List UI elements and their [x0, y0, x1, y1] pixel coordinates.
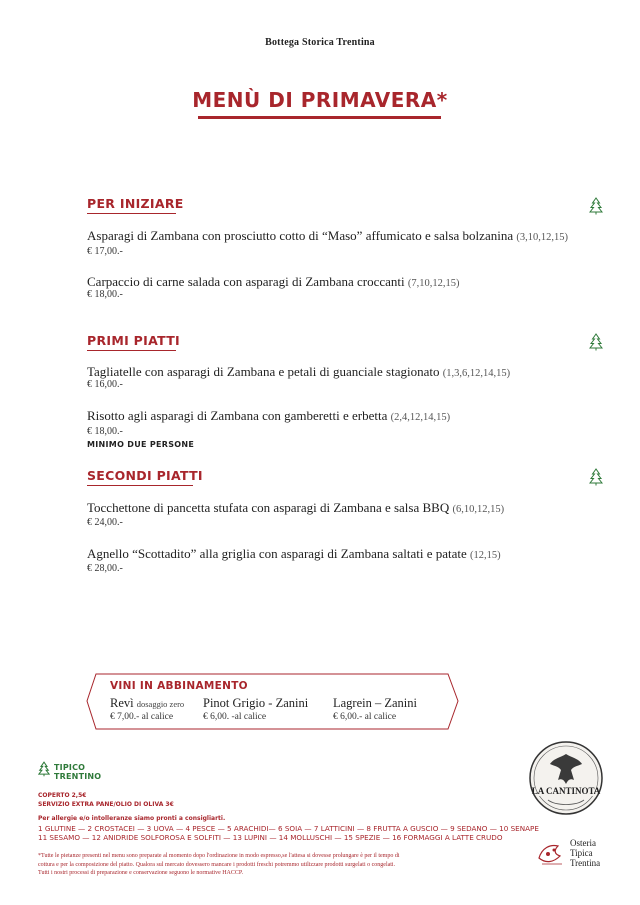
dish-allergens: (12,15) [470, 550, 501, 561]
dish-allergens: (1,3,6,12,14,15) [442, 368, 511, 379]
dish-allergens: (3,10,12,15) [516, 232, 568, 243]
section-underline [87, 350, 176, 351]
wine-price: € 6,00. -al calice [203, 712, 267, 722]
section-title-primi-piatti: PRIMI PIATTI [87, 333, 180, 348]
dish-price: € 28,00.- [87, 563, 123, 574]
wine-price: € 7,00.- al calice [110, 712, 174, 722]
wine-price: € 6,00.- al calice [333, 712, 397, 722]
allergy-intro: Per allergie e/o intolleranze siamo pronti a consigliarti. [38, 815, 226, 822]
dish-allergens: (6,10,12,15) [452, 504, 505, 515]
wine-section-title: VINI IN ABBINAMENTO [110, 680, 248, 692]
page-title: MENÙ DI PRIMAVERA* [192, 88, 448, 112]
wine-name: Lagrein – Zanini [333, 696, 417, 710]
section-underline [87, 213, 176, 214]
tree-icon [589, 333, 603, 351]
tree-icon [589, 197, 603, 215]
section-underline [87, 485, 193, 486]
dish-name: Tagliatelle con asparagi di Zambana e petali di guanciale stagionato (1,3,6,12,14,15) [87, 364, 511, 379]
osteria-logo-text: Osteria Tipica Trentina [570, 838, 601, 868]
wine-name: Pinot Grigio - Zanini [203, 696, 309, 710]
dish-note: MINIMO DUE PERSONE [87, 440, 195, 449]
dish-name: Agnello “Scottadito” alla griglia con asparagi di Zambana saltati e patate (12,15) [87, 546, 501, 561]
dish-price: € 18,00.- [87, 289, 123, 300]
dish-allergens: (7,10,12,15) [407, 278, 460, 289]
brand-name: Bottega Storica Trentina [265, 37, 375, 48]
coperto-text: COPERTO 2,5€ [38, 792, 87, 799]
dish-price: € 18,00.- [87, 426, 123, 437]
tipico-trentino-logo: TIPICO TRENTINO [54, 763, 102, 781]
dish-name: Risotto agli asparagi di Zambana con gamberetti e erbetta (2,4,12,14,15) [87, 408, 451, 423]
dish-allergens: (2,4,12,14,15) [390, 412, 451, 423]
dish-name: Carpaccio di carne salada con asparagi di Zambana croccanti (7,10,12,15) [87, 274, 460, 289]
title-underline [198, 116, 441, 119]
osteria-logo [536, 838, 566, 868]
dish-name: Tocchettone di pancetta stufata con asparagi di Zambana e salsa BBQ (6,10,12,15) [87, 500, 505, 515]
servizio-text: SERVIZIO EXTRA PANE/OLIO DI OLIVA 3€ [38, 801, 174, 808]
tree-icon [38, 761, 50, 777]
dish-price: € 16,00.- [87, 379, 123, 390]
allergen-legend: 11 SESAMO — 12 ANIDRIDE SOLFOROSA E SOLFITI — 13 LUPINI — 14 MOLLUSCHI — 15 SPEZIE — 16 FORMAGGI A LATTE CRUDO [38, 833, 503, 842]
allergen-legend: 1 GLUTINE — 2 CROSTACEI — 3 UOVA — 4 PESCE — 5 ARACHIDI— 6 SOIA — 7 LATTICINI — 8 FRUTTA A GUSCIO — 9 SEDANO — 10 SENAPE [38, 824, 539, 833]
wine-name: Revì dosaggio zero [110, 696, 185, 710]
dish-price: € 17,00.- [87, 246, 123, 257]
dish-price: € 24,00.- [87, 517, 123, 528]
fine-print: *Tutte le pietanze presenti nel menu sono preparate al momento dopo l'ordinazione in modo espresso,se l'attesa si dovesse prolungare è per il tempo di cottura e per la composizione del piatto. Qualora sul mercato dovessero mancare i prodotti freschi potremmo utilizzare prodotti surgelati o congelati. Tutti i nostri processi di preparazione e conservazione seguono le normative HACCP. [38, 853, 400, 876]
section-title-secondi-piatti: SECONDI PIATTI [87, 468, 203, 483]
svg-text:LA CANTINOTA: LA CANTINOTA [531, 786, 601, 796]
wine-subtitle: dosaggio zero [136, 699, 185, 709]
cantinota-seal-logo [528, 740, 604, 816]
section-title-per-iniziare: PER INIZIARE [87, 196, 184, 211]
tree-icon [589, 468, 603, 486]
dish-name: Asparagi di Zambana con prosciutto cotto di “Maso” affumicato e salsa bolzanina (3,10,12,15) [87, 228, 568, 243]
